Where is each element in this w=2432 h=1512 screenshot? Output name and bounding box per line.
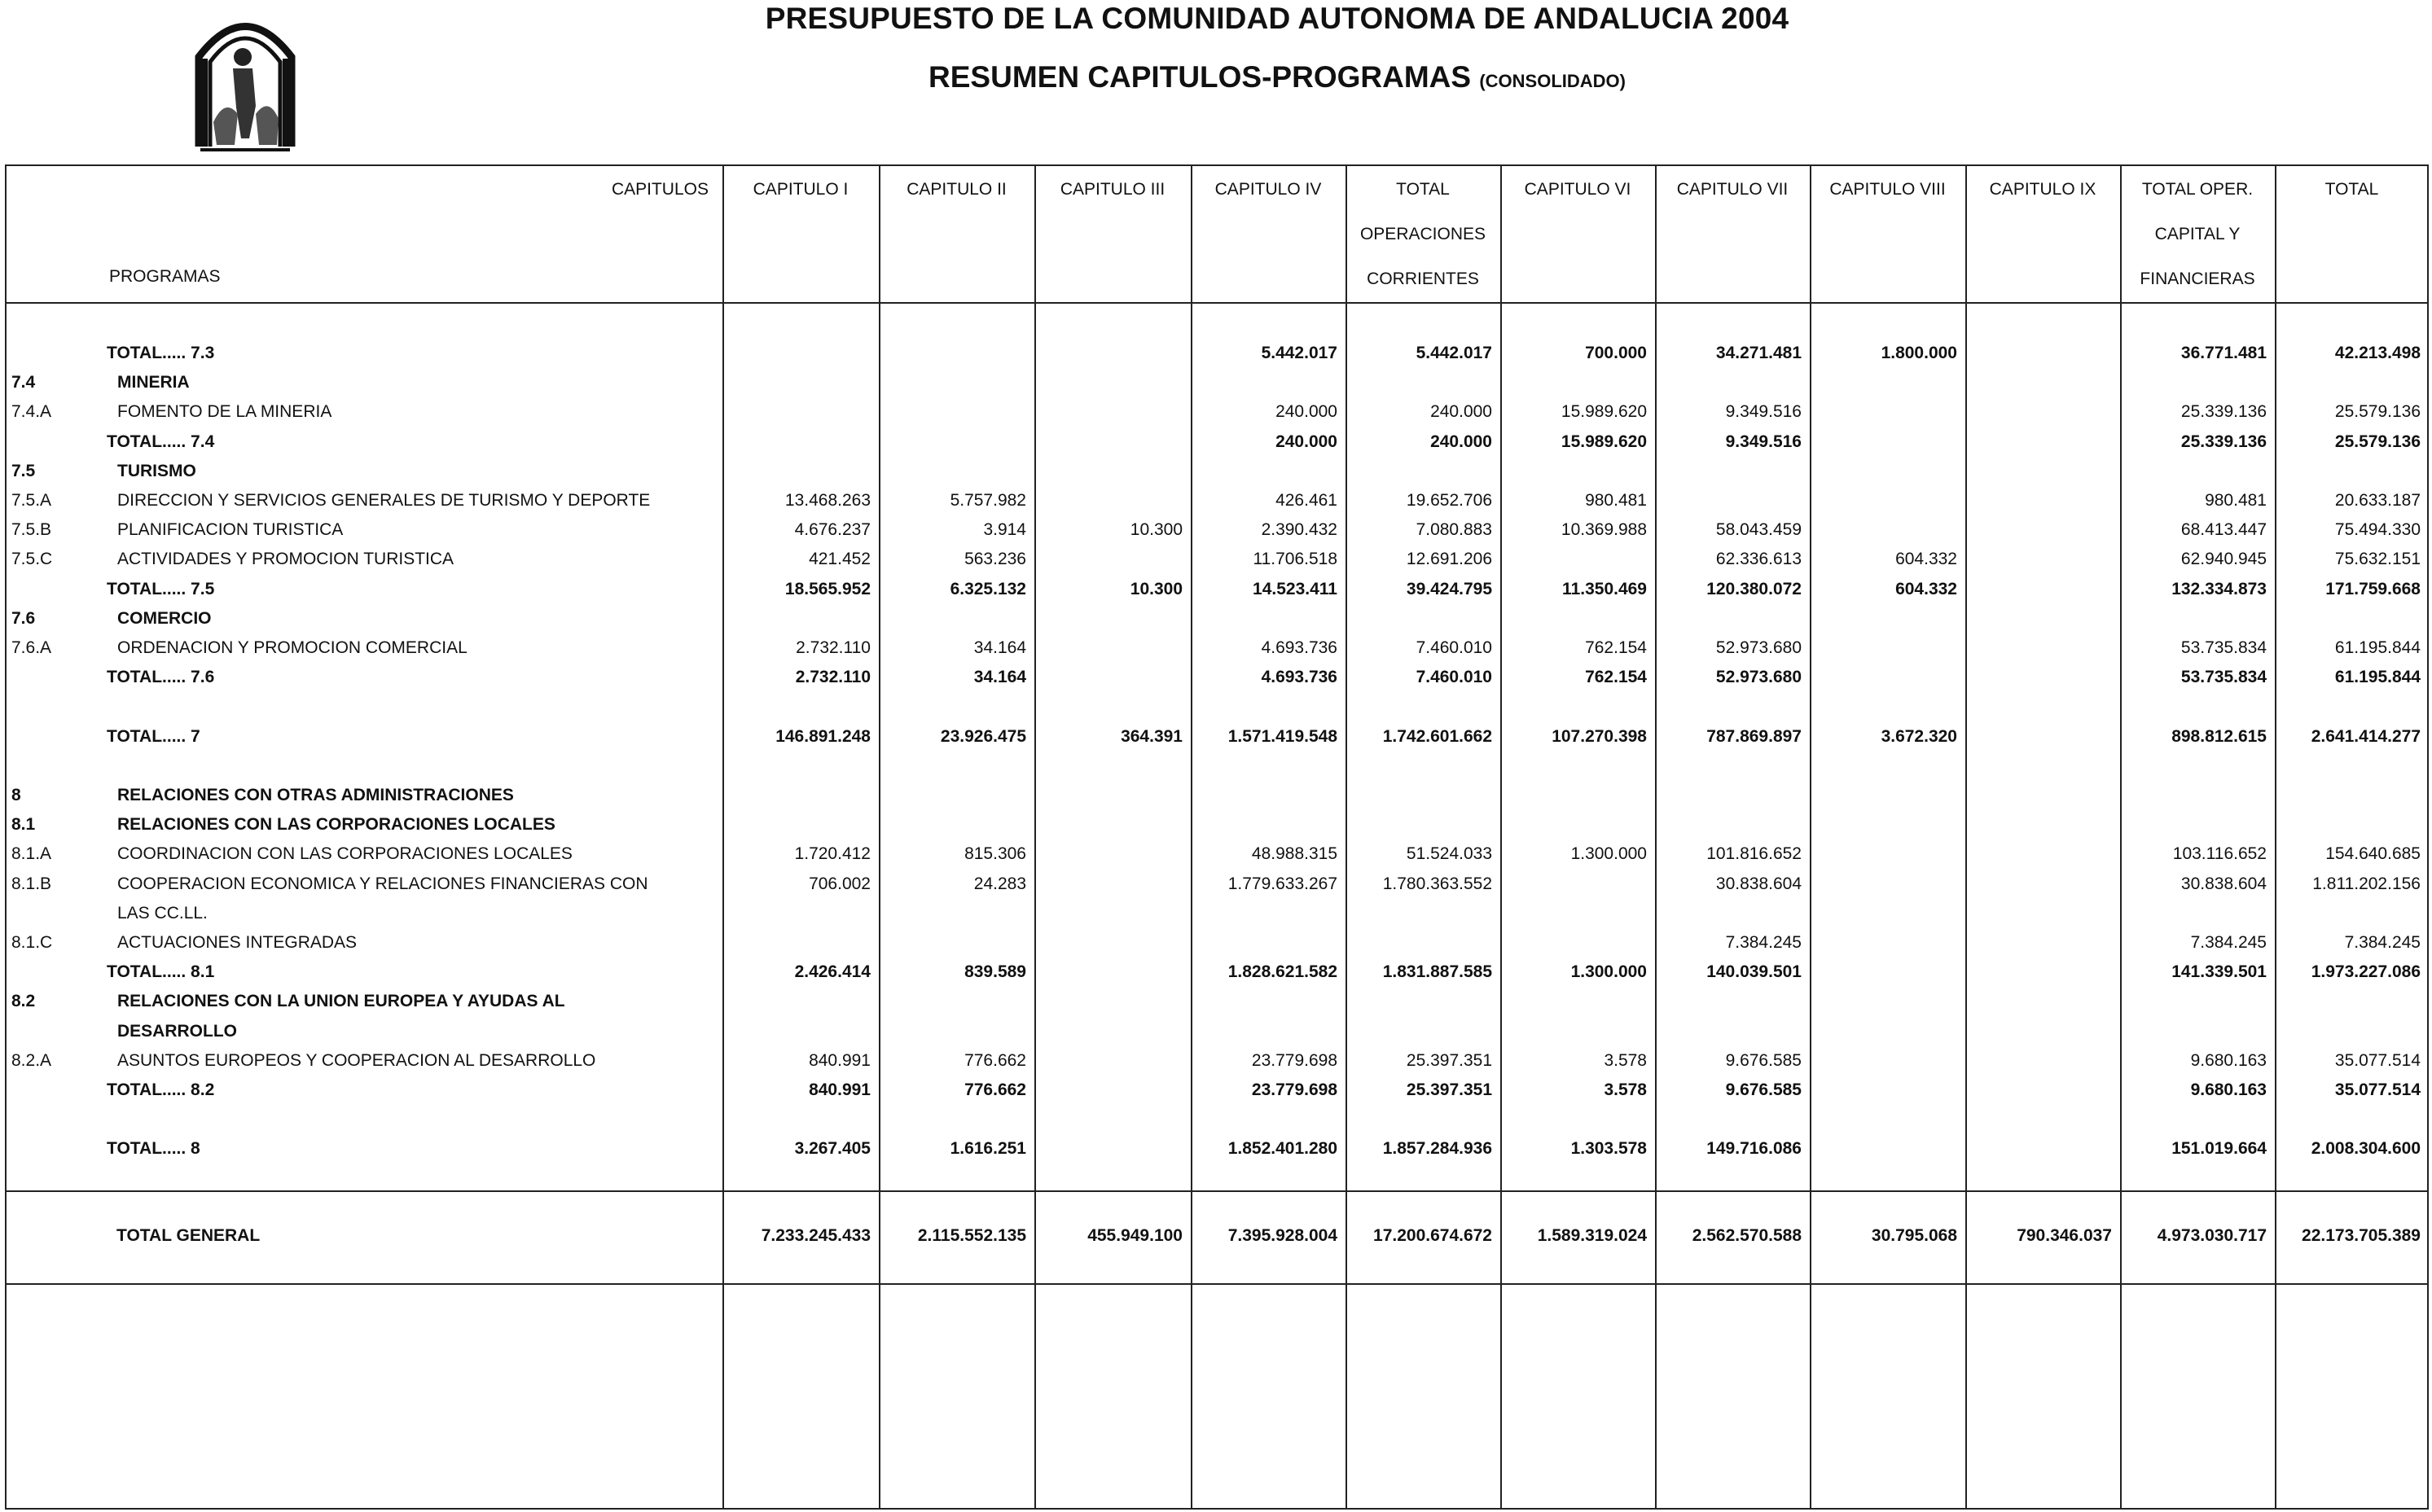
program-label: ACTIVIDADES Y PROMOCION TURISTICA	[117, 550, 454, 569]
table-cell: 2.426.414	[794, 962, 871, 982]
program-label: FOMENTO DE LA MINERIA	[117, 402, 332, 422]
program-code: 8	[11, 786, 21, 804]
program-code: 8.1.C	[11, 933, 53, 952]
table-cell: 1.742.601.662	[1382, 726, 1492, 746]
program-label: TURISMO	[117, 461, 196, 480]
table-cell: 1.831.887.585	[1382, 962, 1492, 982]
table-row	[0, 1017, 2432, 1046]
table-cell: 9.676.585	[1725, 1050, 1802, 1070]
table-cell: 1.779.633.267	[1227, 874, 1337, 893]
table-row	[0, 457, 2432, 486]
table-cell: 776.662	[964, 1080, 1026, 1099]
capitulos-header: CAPITULOS	[611, 180, 709, 199]
table-cell: 61.195.844	[2334, 668, 2421, 687]
table-row	[0, 339, 2432, 368]
table-cell: 240.000	[1275, 432, 1337, 451]
table-cell: 9.349.516	[1725, 432, 1802, 451]
program-label: LAS CC.LL.	[117, 903, 208, 923]
table-cell: 23.779.698	[1251, 1050, 1337, 1070]
program-label: TOTAL..... 7.3	[107, 344, 215, 362]
table-row	[0, 958, 2432, 987]
column-header: CAPITULO VIII	[1829, 180, 1946, 199]
program-label: ORDENACION Y PROMOCION COMERCIAL	[117, 638, 468, 657]
table-cell: 36.771.481	[2180, 344, 2267, 362]
table-cell: 34.164	[973, 668, 1026, 687]
table-cell: 7.080.883	[1416, 520, 1492, 540]
table-cell: 51.524.033	[1406, 844, 1492, 864]
table-cell: 2.732.110	[796, 638, 871, 657]
table-cell: 103.116.652	[2172, 844, 2267, 864]
table-row	[0, 839, 2432, 869]
table-cell: 1.857.284.936	[1382, 1139, 1492, 1159]
program-code: 7.4	[11, 373, 36, 392]
program-code: 7.5.A	[11, 491, 52, 510]
table-cell: 15.989.620	[1561, 402, 1647, 422]
program-code: 8.2.A	[11, 1050, 52, 1070]
grand-total-bottom-divider	[5, 1283, 2429, 1285]
table-cell: 25.339.136	[2180, 402, 2267, 422]
table-cell: 7.460.010	[1416, 668, 1492, 687]
table-cell: 1.811.202.156	[2312, 874, 2421, 893]
table-cell: 30.838.604	[1715, 874, 1802, 893]
table-cell: 24.283	[973, 874, 1026, 893]
table-cell: 10.300	[1130, 520, 1183, 540]
table-cell: 706.002	[809, 874, 871, 893]
table-cell: 140.039.501	[1706, 962, 1802, 982]
table-cell: 3.267.405	[794, 1139, 871, 1159]
table-cell: 146.891.248	[775, 726, 871, 746]
table-row	[0, 1134, 2432, 1164]
program-label: RELACIONES CON LA UNION EUROPEA Y AYUDAS AL	[117, 992, 565, 1011]
column-header: TOTAL	[1396, 180, 1450, 199]
table-cell: 30.838.604	[2180, 874, 2267, 893]
program-code: 8.2	[11, 992, 36, 1011]
table-cell: 52.973.680	[1715, 668, 1802, 687]
program-label: TOTAL..... 8.1	[107, 962, 215, 982]
table-cell: 5.442.017	[1416, 344, 1492, 362]
table-cell: 840.991	[809, 1050, 871, 1070]
program-label: RELACIONES CON LAS CORPORACIONES LOCALES	[117, 815, 555, 835]
column-header: CAPITULO I	[753, 180, 849, 199]
table-cell: 980.481	[1585, 491, 1647, 510]
table-cell: 240.000	[1430, 402, 1492, 422]
table-cell: 762.154	[1585, 668, 1647, 687]
table-cell: 2.390.432	[1261, 520, 1337, 540]
table-cell: 4.676.237	[794, 520, 871, 540]
program-label: COORDINACION CON LAS CORPORACIONES LOCALES	[117, 844, 573, 864]
table-cell: 1.571.419.548	[1227, 726, 1337, 746]
table-cell: 3.578	[1604, 1080, 1647, 1099]
table-cell: 25.397.351	[1406, 1050, 1492, 1070]
table-row	[0, 722, 2432, 752]
programas-header: PROGRAMAS	[109, 267, 221, 286]
program-label: TOTAL..... 7.6	[107, 668, 215, 687]
table-row	[0, 515, 2432, 545]
table-cell: 2.008.304.600	[2311, 1139, 2421, 1159]
table-cell: 141.339.501	[2171, 962, 2267, 982]
program-code: 7.6.A	[11, 638, 52, 657]
table-cell: 48.988.315	[1251, 844, 1337, 864]
table-cell: 9.680.163	[2190, 1050, 2267, 1070]
table-row	[0, 781, 2432, 810]
table-cell: 1.720.412	[794, 844, 871, 864]
table-cell: 898.812.615	[2171, 726, 2267, 746]
table-cell: 7.384.245	[1725, 933, 1802, 952]
table-cell: 7.395.928.004	[1227, 1226, 1337, 1245]
column-header: CAPITULO II	[907, 180, 1007, 199]
program-code: 8.1.B	[11, 874, 52, 893]
table-row	[0, 1105, 2432, 1134]
table-cell: 61.195.844	[2334, 638, 2421, 657]
program-label: TOTAL..... 8.2	[107, 1080, 215, 1099]
column-header: TOTAL OPER.	[2141, 180, 2254, 199]
table-cell: 15.989.620	[1561, 432, 1647, 451]
program-label: ASUNTOS EUROPEOS Y COOPERACION AL DESARROLLO	[117, 1050, 596, 1070]
table-cell: 840.991	[809, 1080, 871, 1099]
program-code: 7.5.B	[11, 520, 52, 540]
table-cell: 25.397.351	[1406, 1080, 1492, 1099]
table-cell: 2.732.110	[795, 668, 871, 687]
table-cell: 3.578	[1604, 1050, 1647, 1070]
table-cell: 1.300.000	[1570, 962, 1647, 982]
program-label: TOTAL..... 7	[107, 726, 200, 746]
table-cell: 839.589	[964, 962, 1026, 982]
table-cell: 1.589.319.024	[1537, 1226, 1647, 1245]
program-label: DIRECCION Y SERVICIOS GENERALES DE TURISMO Y DEPORTE	[117, 491, 651, 510]
table-cell: 240.000	[1430, 432, 1492, 451]
table-cell: 1.852.401.280	[1227, 1139, 1337, 1159]
table-row	[0, 486, 2432, 515]
page-title: PRESUPUESTO DE LA COMUNIDAD AUTONOMA DE ANDALUCIA 2004	[765, 2, 1789, 35]
table-cell: 23.779.698	[1251, 1080, 1337, 1099]
table-cell: 18.565.952	[784, 579, 871, 598]
table-row	[0, 633, 2432, 663]
table-cell: 5.442.017	[1261, 344, 1337, 362]
page-subtitle	[0, 60, 2432, 94]
table-cell: 4.973.030.717	[2157, 1226, 2267, 1245]
table-cell: 25.579.136	[2334, 402, 2421, 422]
table-row	[0, 752, 2432, 781]
table-cell: 1.800.000	[1881, 344, 1957, 362]
table-cell: 9.676.585	[1725, 1080, 1802, 1099]
table-cell: 62.336.613	[1715, 550, 1802, 569]
table-row	[0, 928, 2432, 958]
table-cell: 700.000	[1585, 344, 1647, 362]
table-cell: 2.641.414.277	[2311, 726, 2421, 746]
table-cell: 30.795.068	[1871, 1226, 1957, 1245]
table-row	[0, 870, 2432, 899]
table-cell: 19.652.706	[1406, 491, 1492, 510]
table-cell: 132.334.873	[2171, 579, 2267, 598]
subtitle-note: (CONSOLIDADO)	[1479, 71, 1626, 91]
program-label: COMERCIO	[117, 608, 212, 628]
table-cell: 171.759.668	[2325, 579, 2421, 598]
table-cell: 25.339.136	[2180, 432, 2267, 451]
table-cell: 762.154	[1585, 638, 1647, 657]
table-cell: 3.672.320	[1881, 726, 1957, 746]
table-cell: 53.735.834	[2180, 638, 2267, 657]
table-cell: 3.914	[983, 520, 1026, 540]
program-label: COOPERACION ECONOMICA Y RELACIONES FINANCIERAS CON	[117, 874, 648, 893]
table-row	[0, 368, 2432, 397]
column-header: CAPITULO IV	[1214, 180, 1322, 199]
table-cell: 815.306	[964, 844, 1026, 864]
program-label: PLANIFICACION TURISTICA	[117, 520, 344, 540]
table-cell: 149.716.086	[1706, 1139, 1802, 1159]
table-cell: 10.300	[1130, 579, 1183, 598]
table-cell: 35.077.514	[2334, 1080, 2421, 1099]
table-cell: 58.043.459	[1715, 520, 1802, 540]
table-cell: 11.706.518	[1253, 550, 1337, 569]
table-cell: 455.949.100	[1087, 1226, 1183, 1245]
program-label: TOTAL..... 7.4	[107, 432, 215, 451]
grand-total-row	[0, 1221, 2432, 1251]
table-cell: 35.077.514	[2334, 1050, 2421, 1070]
table-row	[0, 1076, 2432, 1105]
table-row	[0, 899, 2432, 928]
program-code: 7.6	[11, 608, 36, 628]
grand-total-label: TOTAL GENERAL	[116, 1226, 261, 1245]
program-code: 7.5.C	[11, 550, 53, 569]
table-row	[0, 575, 2432, 604]
table-cell: 7.233.245.433	[761, 1226, 871, 1245]
table-cell: 604.332	[1895, 579, 1957, 598]
program-label: DESARROLLO	[117, 1021, 237, 1041]
table-cell: 1.973.227.086	[2311, 962, 2421, 982]
table-cell: 39.424.795	[1406, 579, 1492, 598]
program-label: TOTAL..... 7.5	[107, 579, 215, 598]
program-code: 7.5	[11, 461, 36, 480]
subtitle-text: RESUMEN CAPITULOS-PROGRAMAS	[928, 60, 1472, 94]
table-cell: 12.691.206	[1406, 550, 1492, 569]
grand-total-top-divider	[5, 1190, 2429, 1192]
table-cell: 787.869.897	[1706, 726, 1802, 746]
table-row	[0, 987, 2432, 1016]
program-label: MINERIA	[117, 373, 190, 392]
table-cell: 154.640.685	[2325, 844, 2421, 864]
program-code: 8.1	[11, 815, 36, 835]
table-cell: 9.349.516	[1725, 402, 1802, 422]
table-cell: 563.236	[964, 550, 1026, 569]
column-header: FINANCIERAS	[2140, 270, 2255, 288]
table-cell: 1.303.578	[1570, 1139, 1647, 1159]
table-cell: 75.494.330	[2334, 520, 2421, 540]
table-cell: 75.632.151	[2334, 550, 2421, 569]
table-cell: 2.115.552.135	[917, 1226, 1026, 1245]
table-cell: 25.579.136	[2334, 432, 2421, 451]
table-row	[0, 427, 2432, 457]
table-row	[0, 810, 2432, 839]
column-header: CORRIENTES	[1367, 270, 1479, 288]
table-cell: 1.616.251	[950, 1139, 1026, 1159]
table-cell: 790.346.037	[2017, 1226, 2112, 1245]
table-cell: 151.019.664	[2171, 1139, 2267, 1159]
column-header: CAPITULO VII	[1676, 180, 1789, 199]
table-cell: 13.468.263	[784, 491, 871, 510]
table-cell: 62.940.945	[2180, 550, 2267, 569]
column-header: CAPITAL Y	[2154, 225, 2241, 243]
program-code: 7.4.A	[11, 402, 52, 422]
program-code: 8.1.A	[11, 844, 52, 864]
table-cell: 7.384.245	[2344, 933, 2421, 952]
column-header: TOTAL	[2324, 180, 2379, 199]
table-cell: 980.481	[2205, 491, 2267, 510]
table-cell: 23.926.475	[940, 726, 1026, 746]
column-header: CAPITULO VI	[1524, 180, 1631, 199]
table-cell: 4.693.736	[1261, 638, 1337, 657]
table-cell: 52.973.680	[1715, 638, 1802, 657]
table-cell: 6.325.132	[950, 579, 1026, 598]
table-cell: 101.816.652	[1706, 844, 1802, 864]
table-row	[0, 692, 2432, 721]
table-cell: 776.662	[964, 1050, 1026, 1070]
table-cell: 107.270.398	[1552, 726, 1647, 746]
column-header: CAPITULO III	[1060, 180, 1166, 199]
table-cell: 120.380.072	[1706, 579, 1802, 598]
table-cell: 426.461	[1275, 491, 1337, 510]
table-cell: 7.460.010	[1416, 638, 1492, 657]
table-cell: 53.735.834	[2180, 668, 2267, 687]
table-cell: 9.680.163	[2190, 1080, 2267, 1099]
table-cell: 240.000	[1275, 402, 1337, 422]
column-header: OPERACIONES	[1359, 225, 1486, 243]
table-row	[0, 663, 2432, 692]
table-cell: 42.213.498	[2334, 344, 2421, 362]
table-row	[0, 1046, 2432, 1076]
program-label: RELACIONES CON OTRAS ADMINISTRACIONES	[117, 786, 514, 804]
table-cell: 7.384.245	[2190, 933, 2267, 952]
table-cell: 4.693.736	[1261, 668, 1337, 687]
table-cell: 10.369.988	[1561, 520, 1647, 540]
table-cell: 17.200.674.672	[1373, 1226, 1492, 1245]
table-cell: 364.391	[1121, 726, 1183, 746]
table-cell: 20.633.187	[2334, 491, 2421, 510]
table-cell: 34.271.481	[1715, 344, 1802, 362]
table-cell: 1.780.363.552	[1382, 874, 1492, 893]
table-row	[0, 604, 2432, 633]
table-cell: 1.828.621.582	[1227, 962, 1337, 982]
program-label: TOTAL..... 8	[107, 1139, 200, 1159]
table-cell: 68.413.447	[2180, 520, 2267, 540]
column-header: CAPITULO IX	[1989, 180, 2096, 199]
table-cell: 34.164	[973, 638, 1026, 657]
table-cell: 2.562.570.588	[1692, 1226, 1802, 1245]
table-cell: 604.332	[1895, 550, 1957, 569]
table-row	[0, 397, 2432, 427]
table-cell: 421.452	[809, 550, 871, 569]
program-label: ACTUACIONES INTEGRADAS	[117, 933, 358, 952]
table-cell: 14.523.411	[1253, 579, 1337, 598]
table-row	[0, 545, 2432, 574]
table-cell: 1.300.000	[1570, 844, 1647, 864]
table-cell: 5.757.982	[950, 491, 1026, 510]
header-divider	[5, 302, 2429, 304]
table-cell: 11.350.469	[1562, 579, 1647, 598]
table-cell: 22.173.705.389	[2302, 1226, 2421, 1245]
